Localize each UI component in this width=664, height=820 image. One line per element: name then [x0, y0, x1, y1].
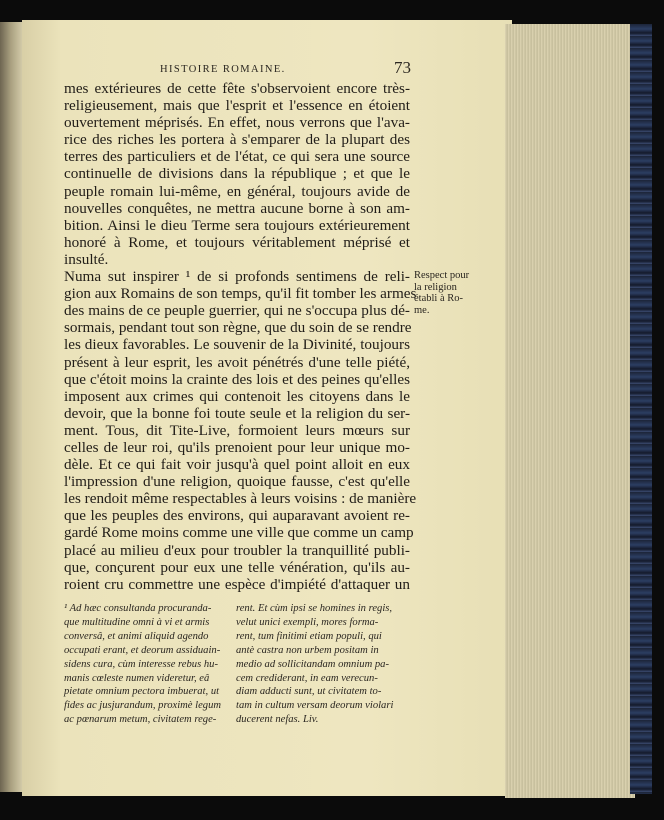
body-line: l'impression d'une religion, quoique fausse, c'est qu'elle [64, 473, 410, 491]
footnote-line: pietate omnium pectora imbuerat, ut [64, 686, 220, 698]
footnote-line: fides ac jusjurandum, proximè legum [64, 700, 222, 712]
footnote-line: sidens cura, cùm interesse rebus hu- [64, 658, 218, 670]
body-line: que les peuples des environs, qui auparavant avoient re- [64, 507, 410, 525]
footnote-line: tam in cultum versam deorum violari [236, 700, 394, 712]
body-line: que c'étoit moins la crainte des lois et des peines qu'elles [64, 370, 410, 388]
body-line: rice des riches les portera à s'emparer de la plupart des [64, 131, 410, 149]
footnote-line: que multitudine omni à vi et armis [64, 616, 210, 628]
body-line: peuple romain lui-même, en général, toujours avide de [64, 182, 410, 200]
body-line: insulté. [64, 250, 109, 268]
facing-page-edge [0, 22, 24, 792]
body-line: devoir, que la bonne foi toute seule et la religion du ser- [64, 404, 410, 422]
body-line: que, conçurent pour eux une telle vénération, qu'ils au- [64, 558, 410, 576]
margin-note-line: Respect pour [414, 270, 470, 281]
footnote-left-column [64, 602, 230, 727]
body-line: Numa sut inspirer ¹ de si profonds sentimens de reli- [64, 268, 410, 286]
footnote-line: conversâ, et animi aliquid agendo [64, 630, 209, 642]
body-line: honoré à Rome, et toujours véritablement méprisé et [64, 233, 410, 251]
body-line: terres des particuliers et de l'état, ce qui sera une source [64, 148, 410, 166]
body-line: présent à leur esprit, les avoit pénétrés d'une telle piété, [64, 353, 410, 371]
body-line: bition. Ainsi le dieu Terme sera toujours extérieurement [64, 216, 410, 234]
footnote-right-column [236, 602, 412, 727]
body-line: gardé Rome moins comme une ville que comme un camp [64, 524, 414, 542]
footnote-line: antè castra non urbem positam in [236, 644, 379, 656]
body-line: les rendoit même respectables à leurs voisins : de manière [64, 490, 417, 508]
body-line: ment. Tous, dit Tite-Live, formoient leurs mœurs sur [64, 421, 410, 439]
body-line: mes extérieures de cette fête s'observoient encore très- [64, 80, 410, 97]
body-line: celles de leur roi, qu'ils prenoient pour leur unique mo- [64, 438, 410, 456]
body-line: dèle. Et ce qui fait voir jusqu'à quel point alloit en eux [64, 456, 410, 474]
page-block-edges [505, 24, 635, 798]
body-line: les dieux favorables. Le souvenir de la Divinité, toujours [64, 336, 410, 354]
body-line: continuelle de divisions dans la république ; et que le [64, 165, 410, 183]
footnote-line: ac pœnarum metum, civitatem rege- [64, 714, 217, 726]
body-line: imposent aux crimes qui contenoit les citoyens dans le [64, 387, 410, 405]
footnote-line: rent. Et cùm ipsi se homines in regis, [236, 603, 393, 614]
body-line: des mains de ce peuple guerrier, qui ne s'occupa plus dé- [64, 302, 410, 320]
marbled-cover [630, 24, 652, 794]
body-line: nouvelles conquêtes, ne mettra aucune borne à son am- [64, 199, 410, 217]
body-text [64, 80, 417, 593]
running-title: HISTOIRE ROMAINE. [160, 64, 286, 75]
page-number: 73 [394, 58, 411, 77]
body-line: placé au milieu d'eux pour troubler la tranquillité publi- [64, 541, 410, 559]
body-line: ouvertement méprisés. En effet, nous verrons que l'ava- [64, 114, 410, 132]
footnote-line: occupati erant, et deorum assiduain- [64, 644, 221, 656]
body-line: roient cru commettre une espèce d'impiété d'attaquer un [64, 575, 410, 593]
body-line: sormais, pendant tout son règne, que du soin de se rendre [64, 319, 412, 337]
margin-note-line: me. [414, 304, 430, 316]
footnote-line: diam adducti sunt, ut civitatem to- [236, 686, 382, 698]
footnote-line: ducerent nefas. Liv. [236, 714, 319, 726]
footnote-line: medio ad sollicitandam omnium pa- [236, 658, 390, 670]
body-line: religieusement, mais que l'esprit et l'essence en étoient [64, 97, 410, 115]
margin-note-line: la religion [414, 281, 457, 293]
footnote-line: cem crediderant, in eam verecun- [236, 672, 378, 684]
footnote-line: rent, tum finitimi etiam populi, qui [236, 630, 382, 642]
footnote-line: manis cœleste numen videretur, eâ [64, 672, 210, 684]
margin-note-line: établi à Ro- [414, 293, 463, 304]
footnote-line: velut unici exempli, mores forma- [236, 616, 379, 628]
margin-note [414, 270, 476, 316]
footnote-line: ¹ Ad hæc consultanda procuranda- [64, 603, 212, 614]
body-line: gion aux Romains de son temps, qu'il fit tomber les armes [64, 285, 417, 303]
